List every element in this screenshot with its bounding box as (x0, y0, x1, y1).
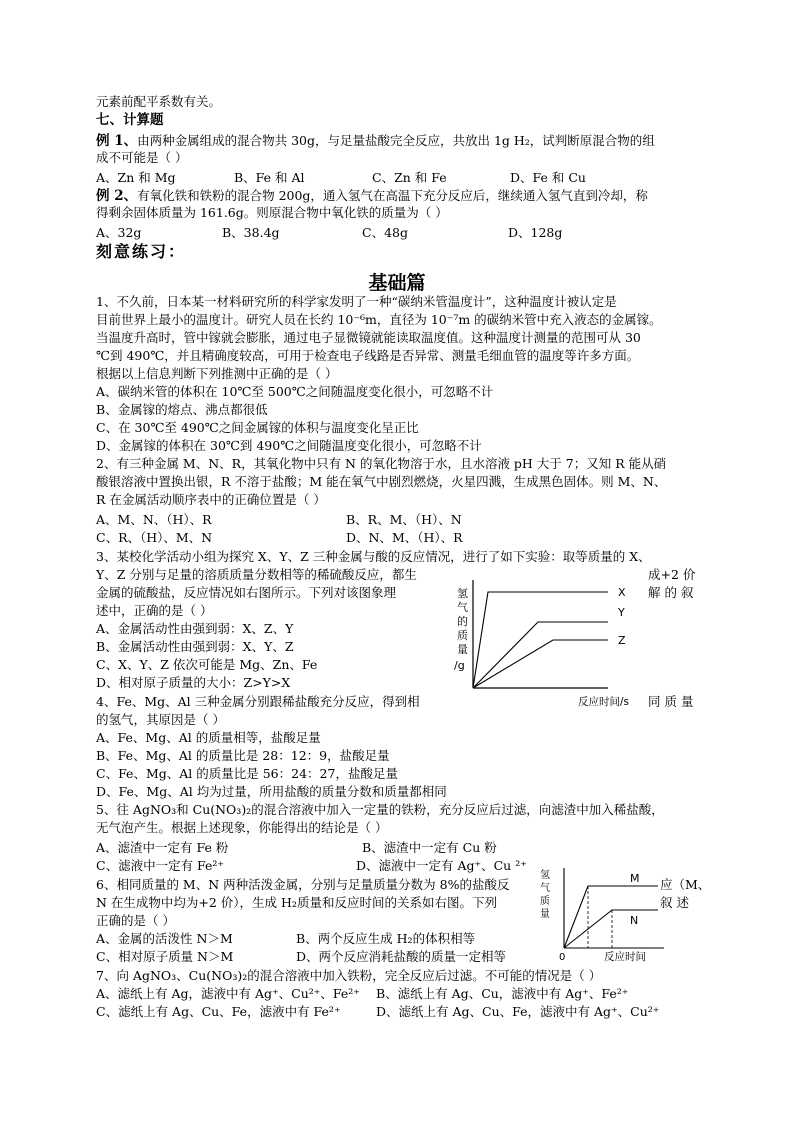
q6-ylabel-char: 量 (540, 909, 550, 920)
q7-option-c: C、滤纸上有 Ag、Cu、Fe，滤液中有 Fe²⁺ (96, 1004, 341, 1019)
q6-x-axis-label: 反应时间 (604, 951, 646, 963)
example-1-prefix: 例 1、 (96, 133, 138, 149)
q6-option-a: A、金属的活泼性 N＞M (96, 931, 233, 946)
example-1-option-d: D、Fe 和 Cu (510, 170, 586, 185)
q7-option-a: A、滤纸上有 Ag，滤液中有 Ag⁺、Cu²⁺、Fe²⁺ (96, 986, 360, 1001)
q3-option-c: C、X、Y、Z 依次可能是 Mg、Zn、Fe (96, 657, 318, 672)
example-1-option-c: C、Zn 和 Fe (372, 170, 447, 185)
example-2-prefix: 例 2、 (96, 188, 138, 204)
q2-line: R 在金属活动顺序表中的正确位置是（ ） (96, 492, 326, 507)
q6-line-n (564, 910, 658, 948)
section-heading: 七、计算题 (96, 112, 164, 128)
q4-option-a: A、Fe、Mg、Al 的质量相等，盐酸足量 (96, 730, 321, 745)
q1-line: 根据以上信息判断下列推测中正确的是（ ） (96, 366, 338, 381)
q3-y-axis-label (454, 586, 468, 672)
example-2-line2: 得剩余固体质量为 161.6g。则原混合物中氧化铁的质量为（ ） (96, 205, 448, 220)
q6-line-right: 应（M、 (660, 877, 711, 892)
q3-ylabel-char: 的 (457, 615, 468, 628)
q6-y-axis-label (540, 868, 550, 920)
practice-heading: 刻意练习： (96, 242, 187, 261)
q7-line: 7、向 AgNO₃、Cu(NO₃)₂的混合溶液中加入铁粉，完全反应后过滤。不可能的情况是（ ） (96, 968, 602, 983)
q6-ylabel-char: 质 (540, 896, 550, 907)
q6-ylabel-char: 氢 (540, 870, 550, 881)
q5-line: 5、往 AgNO₃和 Cu(NO₃)₂的混合溶液中加入一定量的铁粉，充分反应后过滤，向滤渣中加入稀盐酸， (96, 802, 664, 817)
q6-option-b: B、两个反应生成 H₂的体积相等 (296, 931, 476, 946)
q3-line: 3、某校化学活动小组为探究 X、Y、Z 三种金属与酸的反应情况，进行了如下实验：取等质量的 X、 (96, 549, 651, 564)
q7-option-b: B、滤纸上有 Ag、Cu，滤液中有 Ag⁺、Fe²⁺ (376, 986, 629, 1001)
q1-line: 1、不久前，日本某一材料研究所的科学家发明了一种“碳纳米管温度计”，这种温度计被认定是 (96, 294, 617, 309)
q2-line: 酸银溶液中置换出银，R 不溶于盐酸；M 能在氧气中剧烈燃烧，火星四溅，生成黑色固体。则 M、N、 (96, 474, 667, 489)
q3-label-z: Z (618, 634, 626, 647)
q3-line: Y、Z 分别与足量的溶质质量分数相等的稀硫酸反应，都生 (96, 567, 417, 582)
q1-option-d: D、金属镓的体积在 30℃到 490℃之间随温度变化很小，可忽略不计 (96, 438, 482, 453)
q3-ylabel-char: 气 (457, 601, 468, 614)
example-1-option-a: A、Zn 和 Mg (96, 170, 176, 185)
q3-ylabel-char: 氢 (457, 587, 468, 600)
q3-option-d: D、相对原子质量的大小：Z>Y>X (96, 675, 291, 690)
example-2 (96, 188, 648, 204)
example-2-text: 有氧化铁和铁粉的混合物 200g，通入氢气在高温下充分反应后，继续通入氢气直到冷却，称 (137, 188, 648, 203)
q3-line-right: 成+2 价 (648, 567, 696, 582)
continuation-line: 元素前配平系数有关。 (96, 94, 222, 109)
q6-label-n: N (630, 914, 639, 927)
q2-option-b: B、R、M、（H）、N (346, 512, 462, 527)
basic-heading: 基础篇 (368, 272, 426, 294)
q3-ylabel-char: 质 (457, 629, 468, 642)
q2-option-a: A、M、N、（H）、R (96, 512, 212, 527)
q4-line: 的氢气，其原因是（ ） (96, 712, 225, 727)
example-2-option-d: D、128g (508, 225, 563, 240)
q6-origin: 0 (559, 952, 566, 963)
q6-graph (538, 866, 668, 961)
q5-option-c: C、滤液中一定有 Fe²⁺ (96, 858, 225, 873)
q7-option-d: D、滤纸上有 Ag、Cu、Fe，滤液中有 Ag⁺、Cu²⁺ (376, 1004, 660, 1019)
q1-line: 目前世界上最小的温度计。研究人员在长约 10⁻⁶m，直径为 10⁻⁷m 的碳纳米管中充入液态的金属镓。 (96, 312, 662, 327)
example-2-option-b: B、38.4g (222, 225, 280, 240)
q5-line: 无气泡产生。根据上述现象，你能得出的结论是（ ） (96, 820, 388, 835)
example-1-line2: 成不可能是（ ） (96, 150, 188, 165)
q3-graph (448, 580, 648, 710)
q6-option-d: D、两个反应消耗盐酸的质量一定相等 (296, 949, 507, 964)
q2-option-d: D、N、M、（H）、R (346, 530, 463, 545)
q4-option-c: C、Fe、Mg、Al 的质量比是 56：24：27，盐酸足量 (96, 766, 398, 781)
q3-option-b: B、金属活动性由强到弱：X、Y、Z (96, 639, 294, 654)
q3-line: 金属的硫酸盐，反应情况如右图所示。下列对该图象理 (96, 585, 397, 600)
q1-option-a: A、碳纳米管的体积在 10℃至 500℃之间随温度变化很小，可忽略不计 (96, 384, 494, 399)
q5-option-a: A、滤渣中一定有 Fe 粉 (96, 840, 229, 855)
q3-ylabel-char: /g (454, 659, 465, 672)
q3-label-y: Y (618, 606, 625, 619)
q4-option-d: D、Fe、Mg、Al 均为过量，所用盐酸的质量分数和质量都相同 (96, 784, 447, 799)
q6-line-right: 叙 述 (660, 895, 689, 910)
q6-line: 6、相同质量的 M、N 两种活泼金属，分别与足量质量分数为 8%的盐酸反 (96, 877, 510, 892)
example-1-option-b: B、Fe 和 Al (234, 170, 305, 185)
q1-line: ℃到 490℃，并且精确度较高，可用于检查电子线路是否异常、测量毛细血管的温度等许多方面。 (96, 348, 640, 363)
q5-option-d: D、滤液中一定有 Ag⁺、Cu ²⁺ (356, 858, 527, 873)
q2-option-c: C、R、（H）、M、N (96, 530, 213, 545)
q6-option-c: C、相对原子质量 N＞M (96, 949, 234, 964)
q4-line-right: 同 质 量 (648, 694, 694, 709)
q1-line: 当温度升高时，管中镓就会膨胀，通过电子显微镜就能读取温度值。这种温度计测量的范围可从 30 (96, 330, 641, 345)
example-1-text: 由两种金属组成的混合物共 30g，与足量盐酸完全反应，共放出 1g H₂，试判断原混合物的组 (137, 133, 655, 148)
q3-line-y (473, 622, 608, 688)
q5-option-b: B、滤渣中一定有 Cu 粉 (362, 840, 497, 855)
example-2-option-a: A、32g (96, 225, 142, 240)
q6-line: N 在生成物中均为+2 价），生成 H₂质量和反应时间的关系如右图。下列 (96, 895, 497, 910)
q3-line-right: 解 的 叙 (648, 585, 694, 600)
q3-line-z (473, 640, 608, 688)
q6-line: 正确的是（ ） (96, 913, 175, 928)
q6-ylabel-char: 气 (540, 883, 550, 894)
example-2-option-c: C、48g (362, 225, 408, 240)
q1-option-c: C、在 30℃至 490℃之间金属镓的体积与温度变化呈正比 (96, 420, 419, 435)
q3-line: 述中，正确的是（ ） (96, 603, 213, 618)
q1-option-b: B、金属镓的熔点、沸点都很低 (96, 402, 268, 417)
q3-ylabel-char: 量 (457, 643, 468, 656)
q3-option-a: A、金属活动性由强到弱：X、Z、Y (96, 621, 294, 636)
q4-option-b: B、Fe、Mg、Al 的质量比是 28：12：9，盐酸足量 (96, 748, 390, 763)
q3-x-axis-label: 反应时间/s (578, 696, 630, 708)
q6-label-m: M (630, 872, 640, 885)
q4-line: 4、Fe、Mg、Al 三种金属分别跟稀盐酸充分反应，得到相 (96, 694, 420, 709)
example-1 (96, 133, 655, 149)
q2-line: 2、有三种金属 M、N、R，其氧化物中只有 N 的氧化物溶于水，且水溶液 pH 大于 7；又知 R 能从硝 (96, 456, 667, 471)
q6-line-m (564, 886, 658, 948)
q3-label-x: X (618, 586, 626, 599)
